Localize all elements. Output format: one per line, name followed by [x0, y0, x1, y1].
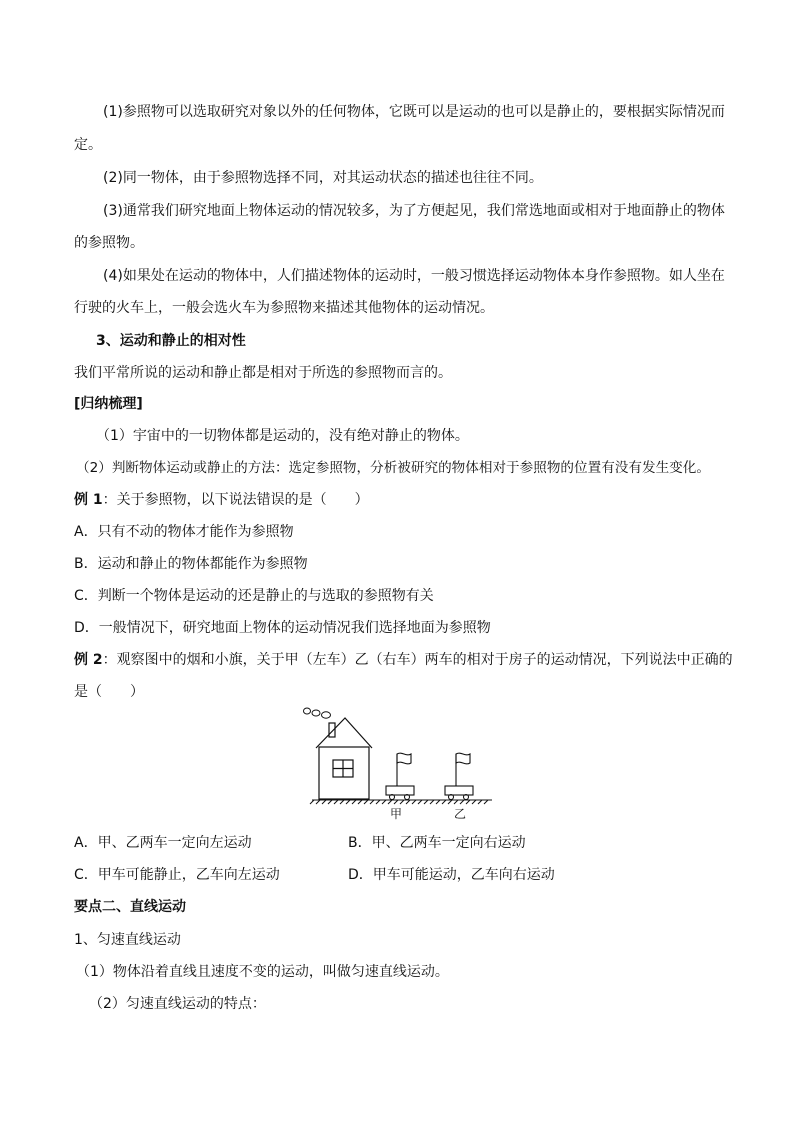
- example-2-question-line-2: 是（ ）: [74, 684, 144, 700]
- example-2-figure: [300, 700, 510, 830]
- keypoint-2-subheading: 1、匀速直线运动: [74, 932, 181, 948]
- example-2-option-c: C．甲车可能静止，乙车向左运动: [74, 867, 280, 883]
- paragraph-1-line-1: (1)参照物可以选取研究对象以外的任何物体，它既可以是运动的也可以是静止的，要根据实际情况而: [103, 104, 725, 120]
- car-body: [445, 786, 473, 795]
- ground: [310, 800, 492, 804]
- house-icon: [316, 718, 372, 799]
- smoke-puff: [322, 712, 331, 718]
- example-2-option-d: D．甲车可能运动，乙车向右运动: [348, 867, 555, 883]
- car-left-label: 甲: [389, 807, 403, 821]
- example-2-option-b: B．甲、乙两车一定向右运动: [348, 835, 526, 851]
- car-right-label: 乙: [453, 807, 467, 821]
- example-1-option-d: D．一般情况下，研究地面上物体的运动情况我们选择地面为参照物: [74, 620, 491, 636]
- paragraph-3-line-2: 的参照物。: [74, 235, 144, 251]
- keypoint-2-heading: 要点二、直线运动: [74, 899, 186, 915]
- example-2-label: 例 2: [74, 652, 103, 668]
- example-1-option-a: A．只有不动的物体才能作为参照物: [74, 524, 294, 540]
- example-1-label: 例 1: [74, 492, 103, 508]
- summary-item-1: （1）宇宙中的一切物体都是运动的，没有绝对静止的物体。: [96, 428, 469, 444]
- example-2-question-text: ：观察图中的烟和小旗，关于甲（左车）乙（右车）两车的相对于房子的运动情况，下列说法中正确的: [102, 652, 733, 668]
- summary-heading: [归纳梳理]: [74, 396, 143, 412]
- example-1-option-b: B．运动和静止的物体都能作为参照物: [74, 556, 308, 572]
- flag-icon: [397, 753, 411, 764]
- paragraph-2: (2)同一物体，由于参照物选择不同，对其运动状态的描述也往往不同。: [103, 170, 543, 186]
- car-left-icon: [386, 753, 414, 799]
- smoke-puffs: [304, 708, 331, 718]
- keypoint-2-item-2: （2）匀速直线运动的特点：: [89, 996, 266, 1012]
- smoke-puff: [312, 710, 320, 716]
- summary-item-2: （2）判断物体运动或静止的方法：选定参照物，分析被研究的物体相对于参照物的位置有没有发生变化。: [76, 460, 710, 476]
- ground-hatch: [310, 800, 488, 804]
- paragraph-4-line-2: 行驶的火车上，一般会选火车为参照物来描述其他物体的运动情况。: [74, 300, 494, 316]
- flag-icon: [456, 753, 470, 764]
- paragraph-3-line-1: (3)通常我们研究地面上物体运动的情况较多，为了方便起见，我们常选地面或相对于地面静止的物体: [103, 203, 725, 219]
- paragraph-1-line-2: 定。: [74, 137, 102, 153]
- section-3-text: 我们平常所说的运动和静止都是相对于所选的参照物而言的。: [74, 365, 452, 381]
- section-3-heading: 3、运动和静止的相对性: [96, 333, 246, 349]
- car-right-icon: [445, 753, 473, 799]
- car-body: [386, 786, 414, 795]
- example-1-option-c: C．判断一个物体是运动的还是静止的与选取的参照物有关: [74, 588, 434, 604]
- smoke-puff: [304, 708, 311, 714]
- paragraph-4-line-1: (4)如果处在运动的物体中，人们描述物体的运动时，一般习惯选择运动物体本身作参照物。如人坐在: [103, 268, 725, 284]
- house-wall: [319, 747, 369, 799]
- example-2-question-line-1: [74, 650, 733, 670]
- house-roof: [316, 718, 372, 748]
- example-1-question: [74, 490, 369, 510]
- example-2-option-a: A．甲、乙两车一定向左运动: [74, 835, 252, 851]
- example-1-question-text: ：关于参照物，以下说法错误的是（ ）: [102, 492, 369, 508]
- keypoint-2-item-1: （1）物体沿着直线且速度不变的运动，叫做匀速直线运动。: [76, 964, 449, 980]
